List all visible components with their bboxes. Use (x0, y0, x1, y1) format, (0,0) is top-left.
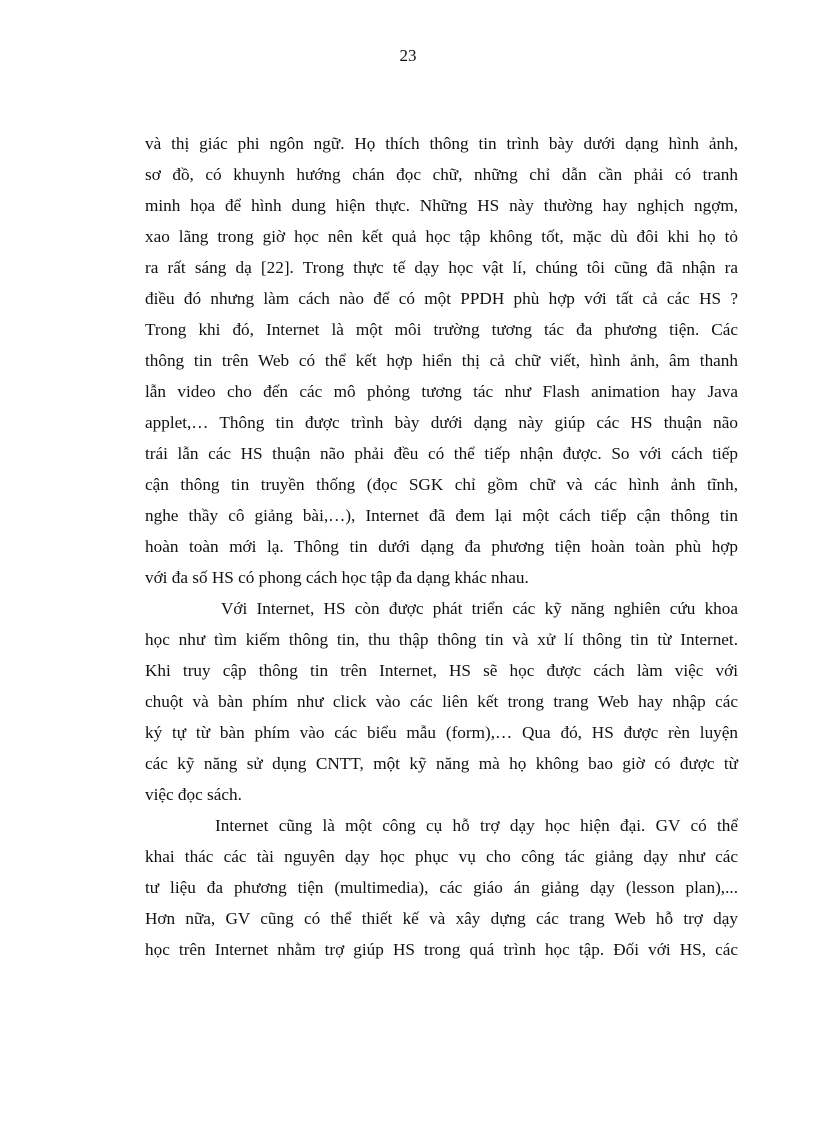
text-line: việc đọc sách. (145, 785, 242, 804)
text-line: Hơn nữa, GV cũng có thể thiết kế và xây dựng các trang Web hỗ trợ dạy (145, 909, 738, 928)
text-line: Trong khi đó, Internet là một môi trường tương tác đa phương tiện. Các (145, 320, 738, 339)
text-line: Với Internet, HS còn được phát triển các kỹ năng nghiên cứu khoa (221, 599, 738, 618)
text-line: Khi truy cập thông tin trên Internet, HS sẽ học được cách làm việc với (145, 661, 738, 680)
text-line: Internet cũng là một công cụ hỗ trợ dạy học hiện đại. GV có thể (215, 816, 738, 835)
text-line: ra rất sáng dạ [22]. Trong thực tế dạy học vật lí, chúng tôi cũng đã nhận ra (145, 258, 738, 277)
text-line: điều đó nhưng làm cách nào để có một PPDH phù hợp với tất cả các HS ? (145, 289, 738, 308)
text-line: cận thông tin truyền thống (đọc SGK chỉ gồm chữ và các hình ảnh tĩnh, (145, 475, 738, 494)
text-line: khai thác các tài nguyên dạy học phục vụ cho công tác giảng dạy như các (145, 847, 738, 866)
text-line: sơ đồ, có khuynh hướng chán đọc chữ, những chỉ dẫn cần phải có tranh (145, 165, 738, 184)
document-body (145, 128, 738, 965)
paragraph-1 (145, 128, 738, 593)
text-line: xao lãng trong giờ học nên kết quả học tập không tốt, mặc dù đôi khi họ tỏ (145, 227, 738, 246)
text-line: applet,… Thông tin được trình bày dưới dạng này giúp các HS thuận não (145, 413, 738, 432)
text-line: thông tin trên Web có thể kết hợp hiển thị cả chữ viết, hình ảnh, âm thanh (145, 351, 738, 370)
text-line: minh họa để hình dung hiện thực. Những HS này thường hay nghịch ngợm, (145, 196, 738, 215)
text-line: chuột và bàn phím như click vào các liên kết trong trang Web hay nhập các (145, 692, 738, 711)
text-line: học như tìm kiếm thông tin, thu thập thông tin và xử lí thông tin từ Internet. (145, 630, 738, 649)
text-line: các kỹ năng sử dụng CNTT, một kỹ năng mà họ không bao giờ có được từ (145, 754, 738, 773)
paragraph-2 (145, 593, 738, 810)
text-line: hoàn toàn mới lạ. Thông tin dưới dạng đa phương tiện hoàn toàn phù hợp (145, 537, 738, 556)
text-line: nghe thầy cô giảng bài,…), Internet đã đem lại một cách tiếp cận thông tin (145, 506, 738, 525)
text-line: và thị giác phi ngôn ngữ. Họ thích thông tin trình bày dưới dạng hình ảnh, (145, 134, 738, 153)
text-line: tư liệu đa phương tiện (multimedia), các giáo án giảng dạy (lesson plan),... (145, 878, 738, 897)
paragraph-3 (145, 810, 738, 965)
text-line: lẫn video cho đến các mô phỏng tương tác như Flash animation hay Java (145, 382, 738, 401)
text-line: ký tự từ bàn phím vào các biểu mẫu (form),… Qua đó, HS được rèn luyện (145, 723, 738, 742)
text-line: học trên Internet nhằm trợ giúp HS trong quá trình học tập. Đối với HS, các (145, 940, 738, 959)
text-line: trái lẫn các HS thuận não phải đều có thể tiếp nhận được. So với cách tiếp (145, 444, 738, 463)
page-number: 23 (399, 46, 417, 65)
text-line: với đa số HS có phong cách học tập đa dạng khác nhau. (145, 568, 529, 587)
